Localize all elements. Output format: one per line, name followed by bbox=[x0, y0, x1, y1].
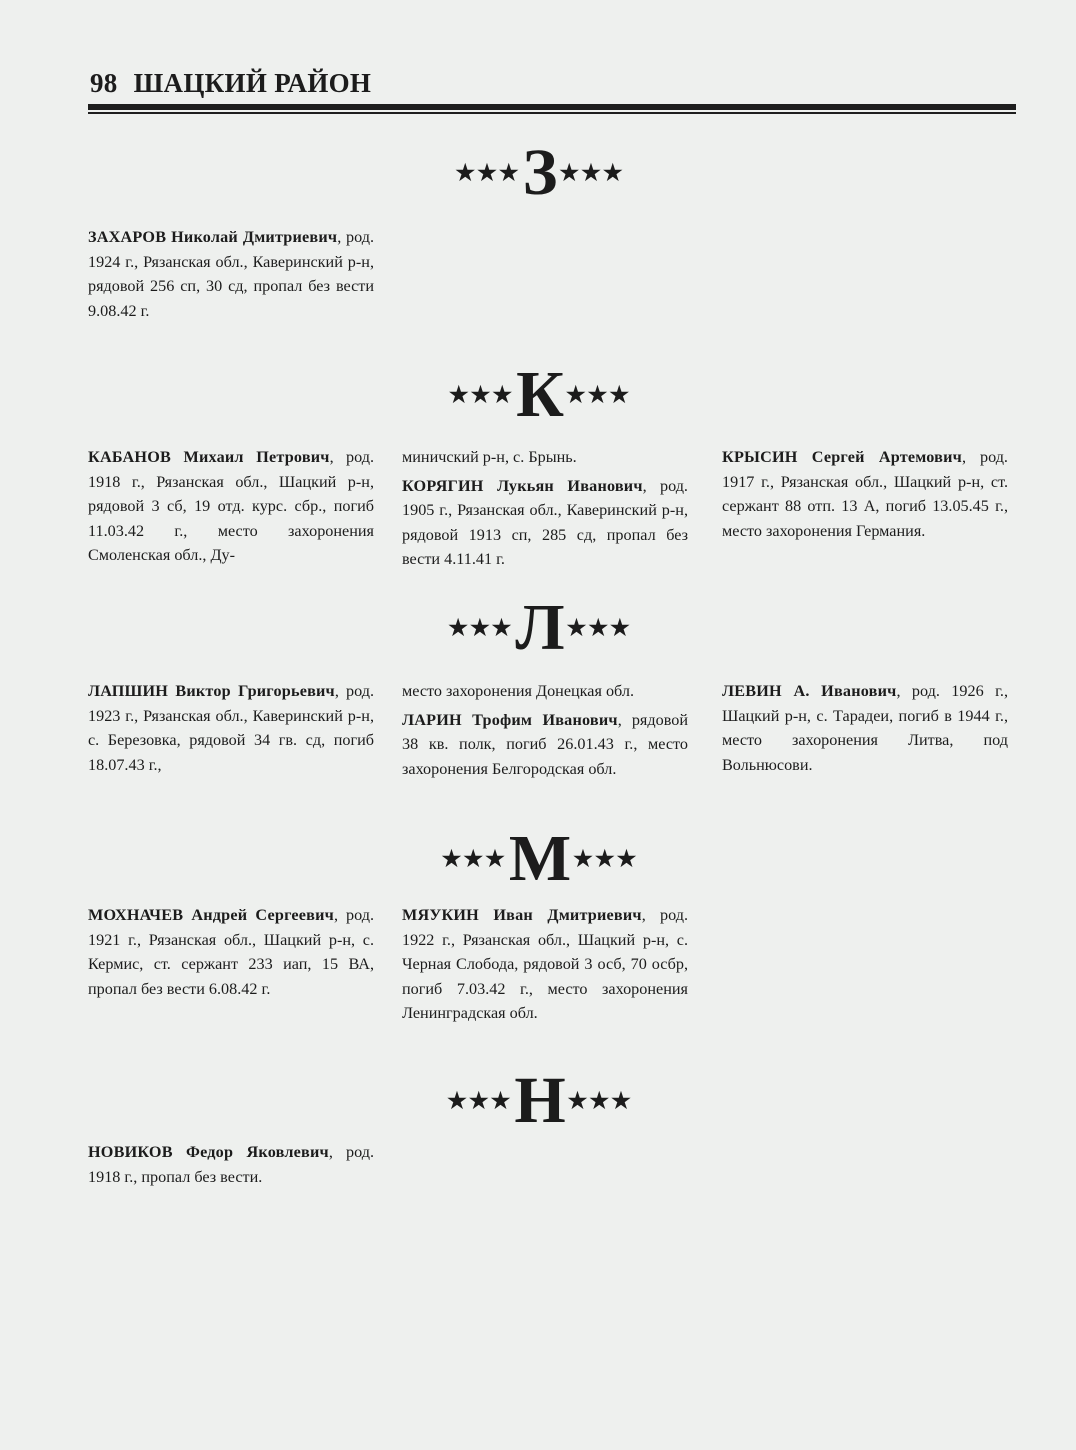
letter-heading-k bbox=[340, 358, 740, 431]
column-m-2 bbox=[402, 903, 688, 1026]
entry-text: , род. 1905 г., Рязанская обл., Каверинский р-н, рядовой 1913 сп, 285 сд, пропал без вести 4.11.41 г. bbox=[402, 476, 688, 568]
column-l-1 bbox=[88, 679, 374, 777]
section-letter: З bbox=[522, 136, 558, 209]
entry bbox=[88, 679, 374, 777]
letter-heading-l bbox=[340, 591, 740, 664]
entry-name: МЯУКИН Иван Дмитриевич bbox=[402, 906, 642, 924]
stars-right: ★★★ bbox=[573, 846, 639, 871]
column-l-3 bbox=[722, 679, 1008, 777]
entry-name: КАБАНОВ Михаил Петрович bbox=[88, 448, 330, 466]
column-l-2 bbox=[402, 679, 688, 781]
letter-heading-z bbox=[340, 136, 740, 209]
entry-text: место захоронения Донецкая обл. bbox=[402, 682, 635, 700]
column-m-1 bbox=[88, 903, 374, 1001]
stars-right: ★★★ bbox=[559, 160, 625, 185]
entry-text: , род. 1922 г., Рязанская обл., Шацкий р-н, с. Черная Слобода, рядовой 3 осб, 70 осбр, погиб 7.03.42 г., место захоронения Ленинградская обл. bbox=[402, 906, 688, 1022]
entry-text: , род. 1918 г., пропал без вести. bbox=[88, 1143, 374, 1186]
entry bbox=[722, 445, 1008, 543]
entry bbox=[402, 903, 688, 1026]
entry bbox=[402, 445, 688, 470]
entry-text: , рядовой 38 кв. полк, погиб 26.01.43 г., место захоронения Белгородская обл. bbox=[402, 710, 688, 778]
entry-name: КРЫСИН Сергей Артемович bbox=[722, 448, 962, 466]
entry-name: НОВИКОВ Федор Яковлевич bbox=[88, 1143, 329, 1161]
entry-text: , род. 1921 г., Рязанская обл., Шацкий р-н, с. Кермис, ст. сержант 233 иап, 15 ВА, пропал без вести 6.08.42 г. bbox=[88, 906, 374, 998]
entry-text: , род. 1923 г., Рязанская обл., Каверинский р-н, с. Березовка, рядовой 34 гв. сд, погиб 18.07.43 г., bbox=[88, 682, 374, 774]
page-header bbox=[90, 66, 1016, 100]
entry bbox=[402, 708, 688, 782]
column-k-3 bbox=[722, 445, 1008, 543]
entry bbox=[88, 225, 374, 323]
column-k-1 bbox=[88, 445, 374, 568]
entry bbox=[88, 903, 374, 1001]
entry-name: ЛЕВИН А. Иванович bbox=[722, 682, 897, 700]
stars-left: ★★★ bbox=[455, 160, 521, 185]
letter-heading-m bbox=[340, 822, 740, 895]
entry-text: , род. 1926 г., Шацкий р-н, с. Тарадеи, погиб в 1944 г., место захоронения Литва, под Вольнюсови. bbox=[722, 682, 1008, 774]
entry-text: , род. 1918 г., Рязанская обл., Шацкий р-н, рядовой 3 сб, 19 отд. курс. сбр., погиб 11.03.42 г., место захоронения Смоленская обл., Ду- bbox=[88, 448, 374, 564]
page-title: ШАЦКИЙ РАЙОН bbox=[133, 68, 372, 98]
running-head bbox=[90, 66, 1016, 100]
header-rule-thin bbox=[88, 112, 1016, 114]
column-n-1 bbox=[88, 1140, 374, 1189]
stars-left: ★★★ bbox=[448, 382, 515, 407]
section-letter: Л bbox=[515, 591, 565, 664]
entry-name: ЛАРИН Трофим Иванович bbox=[402, 710, 618, 729]
entry bbox=[88, 1140, 374, 1189]
header-rule-thick bbox=[88, 104, 1016, 110]
stars-right: ★★★ bbox=[567, 1088, 633, 1113]
stars-right: ★★★ bbox=[565, 382, 632, 407]
letter-heading-n bbox=[340, 1064, 740, 1137]
section-letter: М bbox=[508, 822, 572, 895]
stars-left: ★★★ bbox=[447, 1088, 513, 1113]
column-k-2 bbox=[402, 445, 688, 572]
column-z-1 bbox=[88, 225, 374, 323]
section-letter: К bbox=[516, 358, 564, 431]
section-letter: Н bbox=[514, 1064, 566, 1137]
entry-name: ЛАПШИН Виктор Григорьевич bbox=[88, 682, 335, 700]
entry-name: ЗАХАРОВ Николай Дмитриевич bbox=[88, 228, 338, 246]
stars-right: ★★★ bbox=[566, 615, 632, 640]
entry bbox=[88, 445, 374, 568]
entry-name: МОХНАЧЕВ Андрей Сергеевич bbox=[88, 906, 334, 924]
entry bbox=[722, 679, 1008, 777]
entry bbox=[402, 474, 688, 572]
entry-name: КОРЯГИН Лукьян Иванович bbox=[402, 476, 643, 495]
page-number: 98 bbox=[90, 68, 118, 98]
entry bbox=[402, 679, 688, 704]
entry-text: , род. 1924 г., Рязанская обл., Каверинский р-н, рядовой 256 сп, 30 сд, пропал без вести 9.08.42 г. bbox=[88, 228, 374, 320]
stars-left: ★★★ bbox=[448, 615, 514, 640]
entry-text: миничский р-н, с. Брынь. bbox=[402, 448, 577, 466]
stars-left: ★★★ bbox=[441, 846, 507, 871]
entry-text: , род. 1917 г., Рязанская обл., Шацкий р-н, ст. сержант 88 отп. 13 А, погиб 13.05.45 г., место захоронения Германия. bbox=[722, 448, 1008, 540]
